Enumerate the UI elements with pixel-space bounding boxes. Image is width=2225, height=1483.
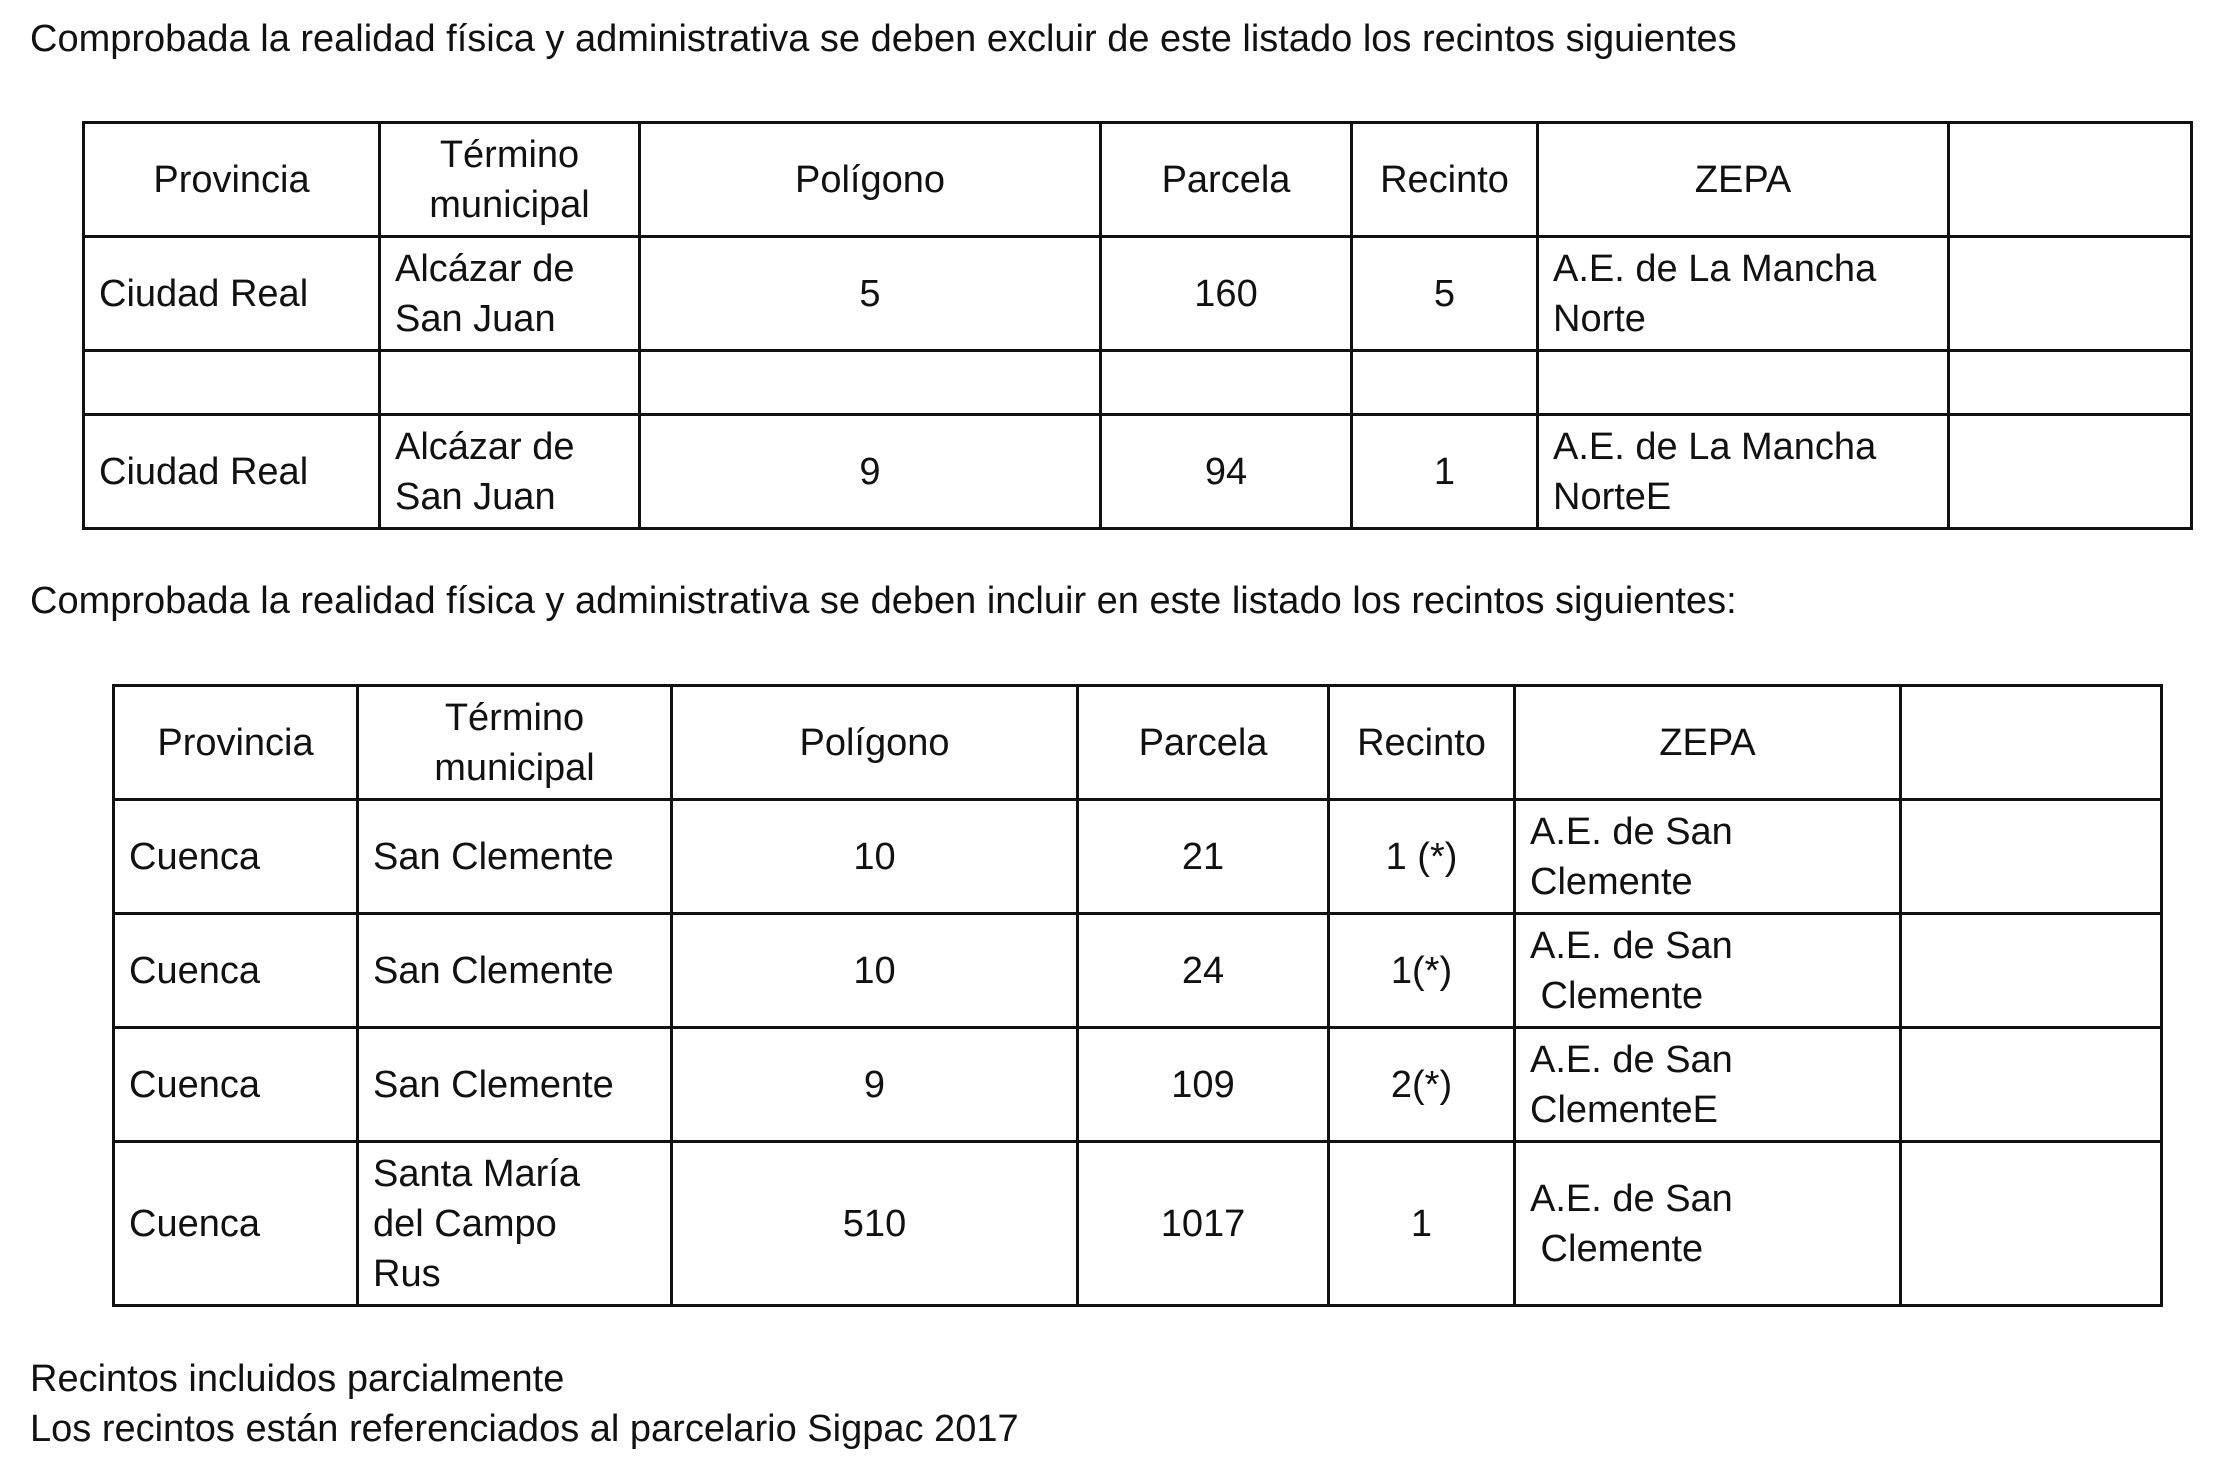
cell-provincia: Ciudad Real	[84, 415, 380, 529]
cell-poligono: 510	[672, 1142, 1078, 1306]
cell-extra	[1949, 237, 2192, 351]
cell-parcela: 94	[1101, 415, 1352, 529]
header-recinto: Recinto	[1352, 123, 1538, 237]
table-row	[114, 800, 2162, 914]
cell-extra	[1949, 351, 2192, 415]
cell-termino-municipal: San Clemente	[358, 1028, 672, 1142]
cell-provincia: Cuenca	[114, 800, 358, 914]
cell-extra	[1901, 1028, 2162, 1142]
table-row	[114, 1142, 2162, 1306]
cell-parcela: 109	[1078, 1028, 1329, 1142]
cell-parcela: 160	[1101, 237, 1352, 351]
cell-recinto: 5	[1352, 237, 1538, 351]
table-row	[114, 914, 2162, 1028]
cell-extra	[1949, 415, 2192, 529]
include-table	[112, 684, 2163, 1307]
table-header-row	[114, 686, 2162, 800]
cell-poligono: 10	[672, 914, 1078, 1028]
cell-parcela: 21	[1078, 800, 1329, 914]
intro-exclude-paragraph: Comprobada la realidad física y administrativa se deben excluir de este listado los recintos siguientes	[30, 18, 1737, 60]
header-poligono: Polígono	[640, 123, 1101, 237]
header-zepa: ZEPA	[1515, 686, 1901, 800]
cell-termino-municipal: San Clemente	[358, 800, 672, 914]
cell-zepa: A.E. de San Clemente	[1515, 1142, 1901, 1306]
exclude-table	[82, 121, 2193, 530]
cell-zepa: A.E. de La Mancha NorteE	[1538, 415, 1949, 529]
cell-recinto: 1 (*)	[1329, 800, 1515, 914]
header-zepa: ZEPA	[1538, 123, 1949, 237]
cell-termino-municipal: Alcázar de San Juan	[380, 237, 640, 351]
header-provincia: Provincia	[114, 686, 358, 800]
header-parcela: Parcela	[1078, 686, 1329, 800]
cell-recinto: 1(*)	[1329, 914, 1515, 1028]
cell-termino-municipal	[380, 351, 640, 415]
intro-include-paragraph: Comprobada la realidad física y administrativa se deben incluir en este listado los recintos siguientes:	[30, 580, 1737, 622]
cell-extra	[1901, 800, 2162, 914]
header-termino-municipal: Término municipal	[358, 686, 672, 800]
header-poligono: Polígono	[672, 686, 1078, 800]
table-row	[114, 1028, 2162, 1142]
cell-parcela	[1101, 351, 1352, 415]
cell-provincia: Ciudad Real	[84, 237, 380, 351]
cell-recinto: 1	[1329, 1142, 1515, 1306]
cell-extra	[1901, 1142, 2162, 1306]
table-row	[84, 351, 2192, 415]
cell-provincia: Cuenca	[114, 1028, 358, 1142]
cell-recinto	[1352, 351, 1538, 415]
cell-poligono: 9	[672, 1028, 1078, 1142]
table-row	[84, 237, 2192, 351]
note-partial-inclusion: Recintos incluidos parcialmente	[30, 1358, 565, 1400]
cell-termino-municipal: San Clemente	[358, 914, 672, 1028]
cell-zepa: A.E. de San ClementeE	[1515, 1028, 1901, 1142]
header-termino-municipal: Término municipal	[380, 123, 640, 237]
header-provincia: Provincia	[84, 123, 380, 237]
cell-poligono	[640, 351, 1101, 415]
cell-termino-municipal: Alcázar de San Juan	[380, 415, 640, 529]
cell-zepa: A.E. de La Mancha Norte	[1538, 237, 1949, 351]
cell-extra	[1901, 914, 2162, 1028]
cell-zepa	[1538, 351, 1949, 415]
cell-provincia: Cuenca	[114, 914, 358, 1028]
cell-zepa: A.E. de San Clemente	[1515, 914, 1901, 1028]
cell-poligono: 9	[640, 415, 1101, 529]
header-extra	[1949, 123, 2192, 237]
table-header-row	[84, 123, 2192, 237]
cell-recinto: 2(*)	[1329, 1028, 1515, 1142]
header-recinto: Recinto	[1329, 686, 1515, 800]
cell-recinto: 1	[1352, 415, 1538, 529]
cell-poligono: 5	[640, 237, 1101, 351]
cell-termino-municipal: Santa María del Campo Rus	[358, 1142, 672, 1306]
cell-parcela: 1017	[1078, 1142, 1329, 1306]
header-parcela: Parcela	[1101, 123, 1352, 237]
note-sigpac-reference: Los recintos están referenciados al parcelario Sigpac 2017	[30, 1408, 1019, 1450]
cell-provincia: Cuenca	[114, 1142, 358, 1306]
cell-provincia	[84, 351, 380, 415]
cell-parcela: 24	[1078, 914, 1329, 1028]
table-row	[84, 415, 2192, 529]
cell-poligono: 10	[672, 800, 1078, 914]
cell-zepa: A.E. de San Clemente	[1515, 800, 1901, 914]
header-extra	[1901, 686, 2162, 800]
